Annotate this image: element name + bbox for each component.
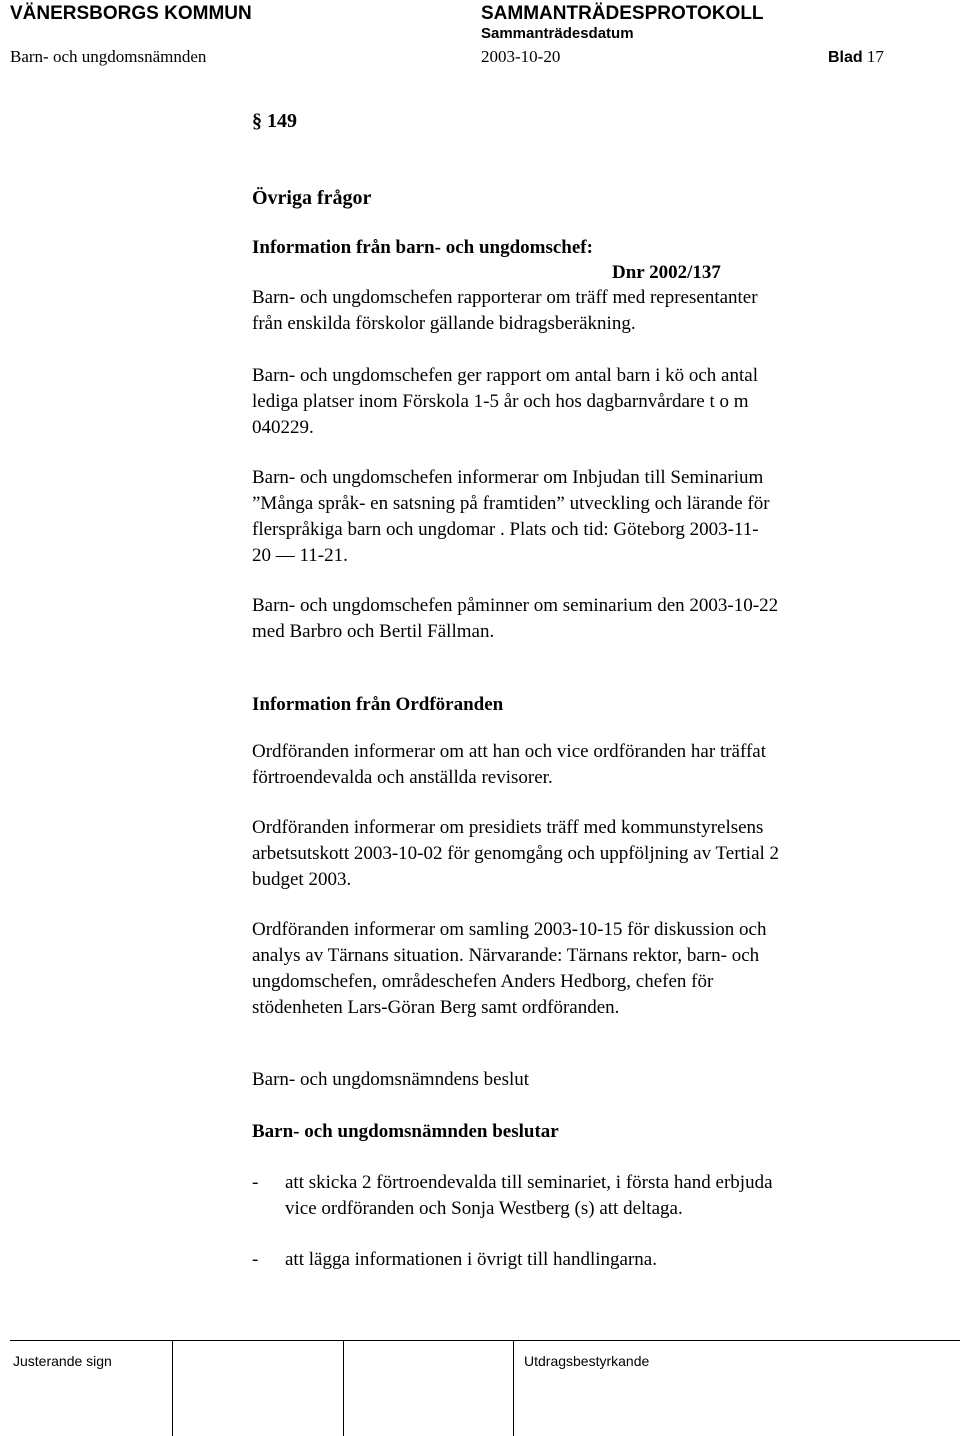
chair-paragraph-1: Ordföranden informerar om att han och vice ordföranden har träffat förtroendevalda och anställda revisorer.: [252, 741, 767, 788]
chair-info-heading: Information från Ordföranden: [252, 694, 504, 715]
decision-item-1: att skicka 2 förtroendevalda till seminariet, i första hand erbjuda vice ordföranden och Sonja Westberg (s) att deltaga.: [285, 1172, 773, 1219]
chief-paragraph-3: Barn- och ungdomschefen informerar om Inbjudan till Seminarium ”Många språk- en satsning på framtiden” utveckling och lärande för flerspråkiga barn och ungdomar . Plats och tid: Göteborg 2003-11- 20 — 11-21.: [252, 467, 770, 566]
section-title: Övriga frågor: [252, 187, 372, 209]
decision-item-2: att lägga informationen i övrigt till handlingarna.: [285, 1249, 657, 1270]
decision-item-2-dash: -: [252, 1249, 259, 1270]
chief-paragraph-4: Barn- och ungdomschefen påminner om seminarium den 2003-10-22 med Barbro och Bertil Fällman.: [252, 595, 779, 642]
decision-subheading: Barn- och ungdomsnämndens beslut: [252, 1069, 530, 1090]
meeting-date: 2003-10-20: [481, 47, 561, 66]
chair-paragraph-3: Ordföranden informerar om samling 2003-10-15 för diskussion och analys av Tärnans situation. Närvarande: Tärnans rektor, barn- och ungdomschefen, områdeschefen Anders Hedborg, chefen för stödenheten Lars-Göran Berg samt ordföranden.: [252, 919, 767, 1018]
signature-box-divider-2: [343, 1340, 344, 1436]
chief-paragraph-2: Barn- och ungdomschefen ger rapport om antal barn i kö och antal lediga platser inom Förskola 1-5 år och hos dagbarnvårdare t o m 040229.: [252, 365, 758, 438]
signature-label: Justerande sign: [13, 1353, 112, 1369]
organization-name: VÄNERSBORGS KOMMUN: [10, 3, 252, 24]
paragraph-number: § 149: [252, 110, 297, 132]
decision-item-1-dash: -: [252, 1172, 259, 1193]
footer-top-rule: [10, 1340, 960, 1341]
page-number: 17: [866, 47, 884, 66]
chief-paragraph-1: Barn- och ungdomschefen rapporterar om träff med representanter från enskilda förskolor gällande bidragsberäkning.: [252, 287, 758, 334]
diary-number: Dnr 2002/137: [612, 262, 721, 283]
page-indicator: [828, 47, 884, 67]
chief-info-heading: Information från barn- och ungdomschef:: [252, 237, 593, 258]
decision-heading: Barn- och ungdomsnämnden beslutar: [252, 1121, 559, 1142]
signature-box-divider-1: [172, 1340, 173, 1436]
signature-box-divider-3: [513, 1340, 514, 1436]
committee-name: Barn- och ungdomsnämnden: [10, 47, 207, 66]
page-label: Blad: [828, 49, 863, 66]
chair-paragraph-2: Ordföranden informerar om presidiets träff med kommunstyrelsens arbetsutskott 2003-10-02 för genomgång och uppföljning av Tertial 2 budget 2003.: [252, 817, 780, 890]
date-label: Sammanträdesdatum: [481, 25, 634, 42]
extract-certification-label: Utdragsbestyrkande: [524, 1353, 650, 1369]
document-type: SAMMANTRÄDESPROTOKOLL: [481, 3, 764, 24]
